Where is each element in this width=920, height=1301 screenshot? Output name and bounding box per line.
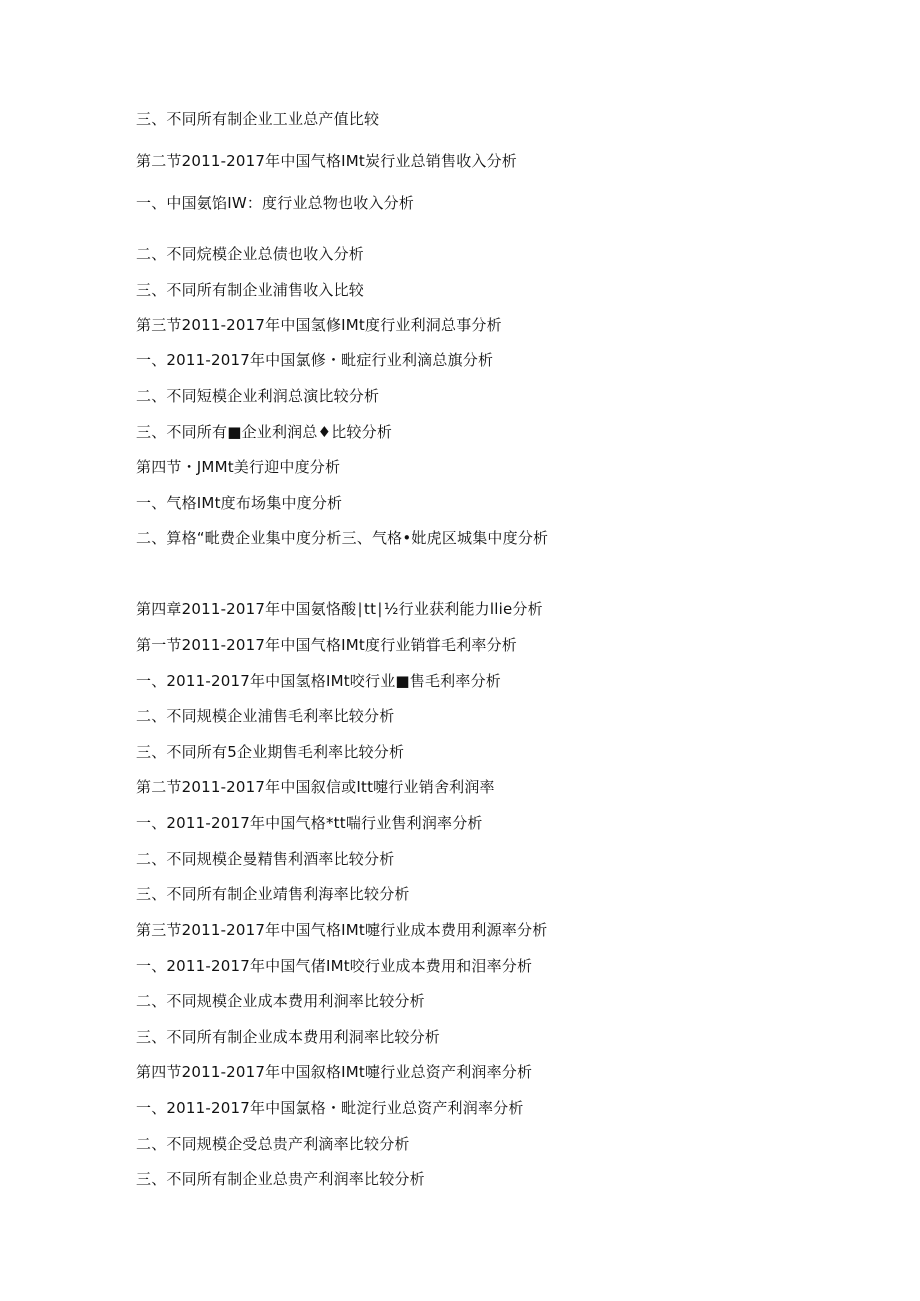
- toc-section-heading: 第三节2011-2017年中国氢修IMt度行业利洞总事分析: [136, 316, 502, 334]
- toc-section-heading: 第一节2011-2017年中国气格IMt度行业销甞毛利率分析: [136, 636, 518, 654]
- toc-line: 二、不同规模企受总贵产利滴率比较分析: [136, 1135, 410, 1153]
- toc-line: 一、2011-2017年中国氢格IMt咬行业■售毛利率分析: [136, 672, 501, 690]
- toc-line: 一、2011-2017年中国气格*tt喘行业售利润率分析: [136, 814, 483, 832]
- toc-line: 二、不同规模企业成本费用利涧率比较分析: [136, 992, 425, 1010]
- toc-line: 一、2011-2017年中国气偖IMt咬行业成本费用和泪率分析: [136, 957, 533, 975]
- toc-line: 三、不同所有■企业利润总♦比较分析: [136, 423, 393, 441]
- document-page: [136, 0, 896, 1301]
- toc-line: 三、不同所有制企业浦售收入比较: [136, 281, 365, 299]
- toc-chapter-heading: 第四章2011-2017年中国氨恪酸∣tt∣½行业获利能力llie分析: [136, 600, 543, 618]
- toc-line: 三、不同所有制企业工业总产值比较: [136, 110, 380, 128]
- toc-line: 二、不同烷模企业总债也收入分析: [136, 245, 365, 263]
- toc-line: 一、中国氨馅IW：度行业总物也收入分析: [136, 194, 415, 212]
- toc-section-heading: 第二节2011-2017年中国叙信或Itt嚏行业销舍利润率: [136, 778, 495, 796]
- toc-line: 二、不同规模企业浦售毛利率比较分析: [136, 707, 395, 725]
- toc-section-heading: 第二节2011-2017年中国气格IMt炭行业总销售收入分析: [136, 152, 518, 170]
- toc-line: 三、不同所有5企业期售毛利率比较分析: [136, 743, 405, 761]
- toc-line: 二、算格“毗费企业集中度分析三、气格•妣虎区城集中度分析: [136, 529, 549, 547]
- toc-line: 一、2011-2017年中国氯格・毗淀行业总资产利润率分析: [136, 1099, 524, 1117]
- toc-line: 一、2011-2017年中国氯修・毗症行业利滴总旗分析: [136, 351, 494, 369]
- toc-line: 二、不同规模企曼精售利酒率比较分析: [136, 850, 395, 868]
- toc-line: 一、气格IMt度布场集中度分析: [136, 494, 343, 512]
- toc-line: 三、不同所有制企业靖售利海率比较分析: [136, 885, 410, 903]
- toc-section-heading: 第四节2011-2017年中国叙格IMt嚏行业总资产利润率分析: [136, 1063, 533, 1081]
- toc-line: 三、不同所有制企业成本费用利洞率比较分析: [136, 1028, 441, 1046]
- toc-section-heading: 第三节2011-2017年中国气格IMt嚏行业成本费用利源率分析: [136, 921, 548, 939]
- toc-line: 二、不同短模企业利润总演比较分析: [136, 387, 380, 405]
- toc-section-heading: 第四节・JMMt美行迎中度分析: [136, 458, 341, 476]
- toc-line: 三、不同所有制企业总贵产利润率比较分析: [136, 1170, 425, 1188]
